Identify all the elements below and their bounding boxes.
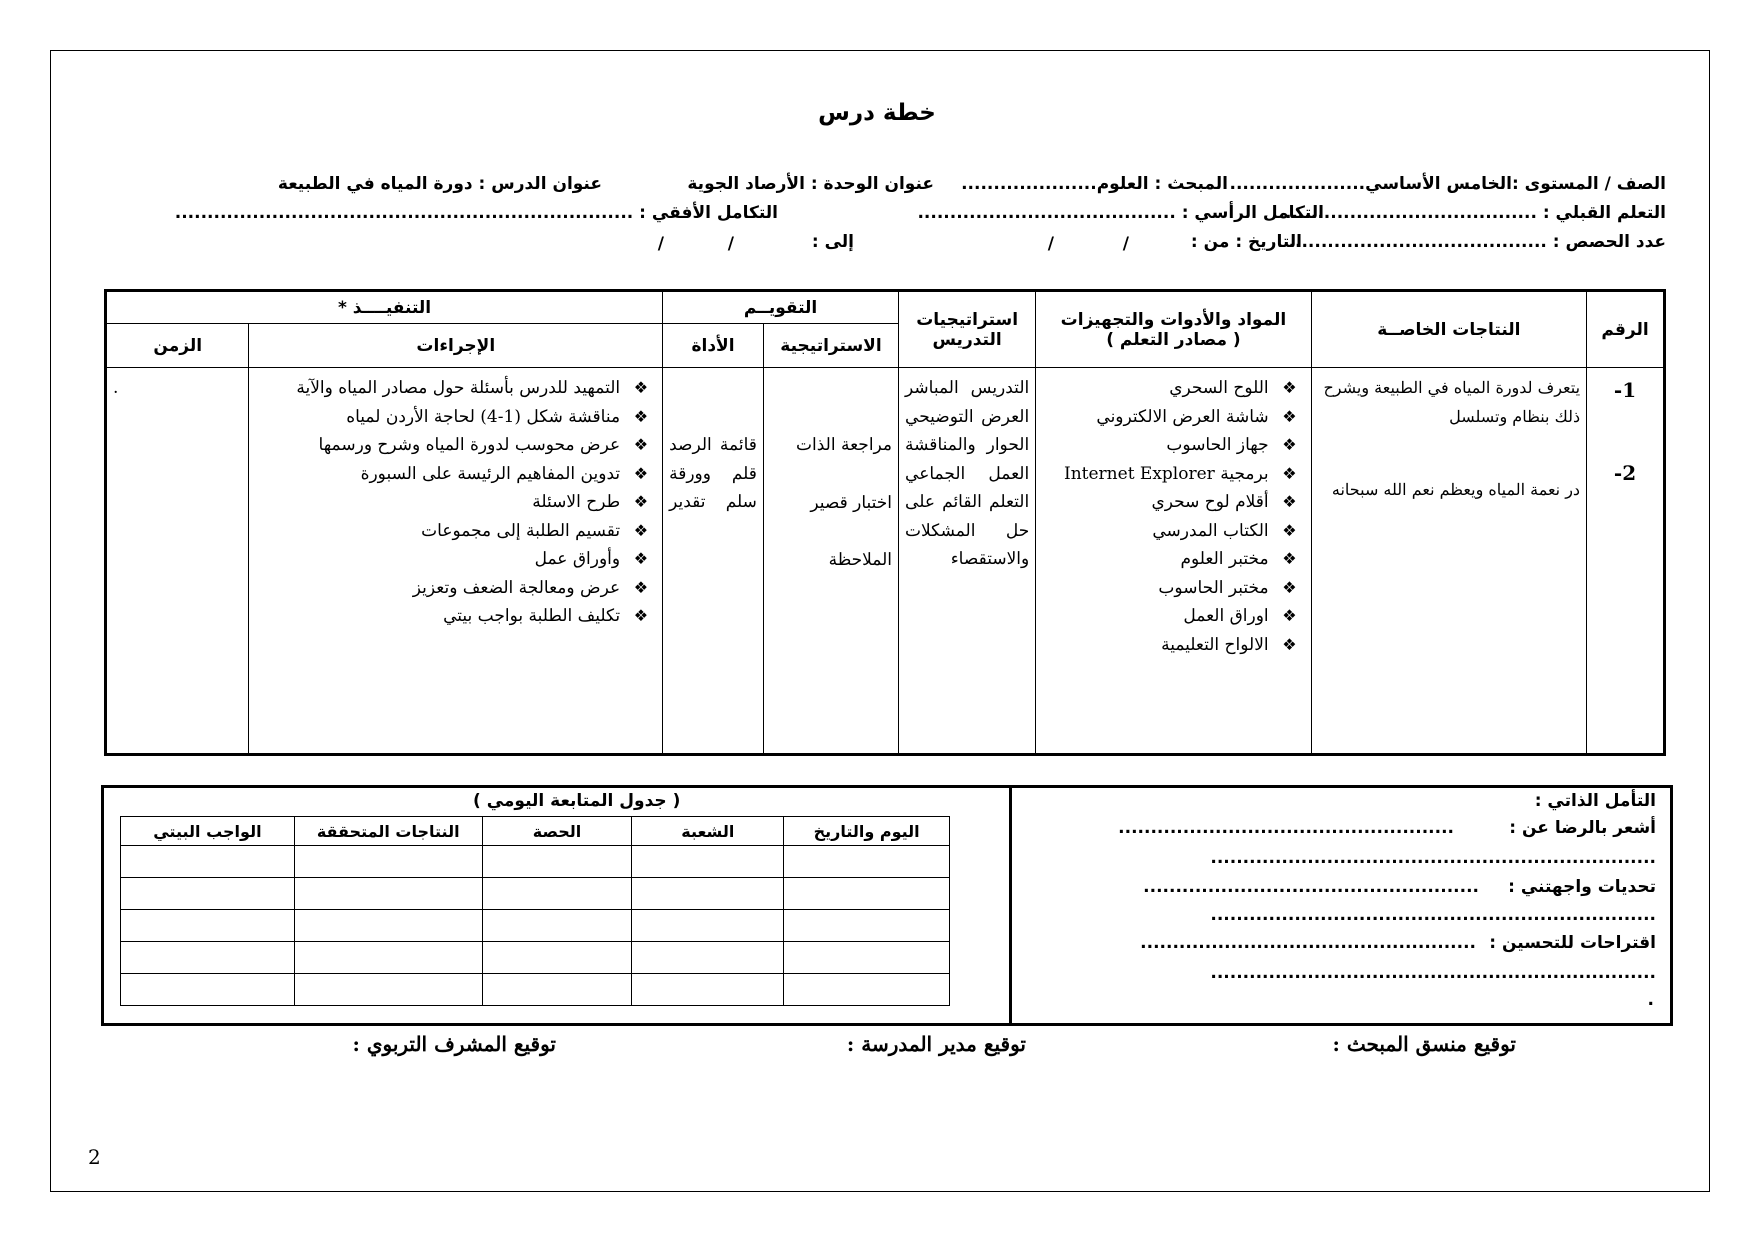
header-eval-strategy: الاستراتيجية (763, 324, 898, 368)
date-slash: / (1047, 234, 1054, 254)
principal-signature: توقيع مدير المدرسة : (846, 1032, 1026, 1056)
time-value: . (113, 378, 119, 398)
eval-strategy-cell (763, 368, 898, 755)
strategy-item: الحوار والمناقشة (905, 435, 1030, 455)
header-eval-tool: الأداة (663, 324, 764, 368)
eval-strategy-item: الملاحظة (828, 550, 893, 570)
procedure-item: ❖ طرح الاسئلة (255, 488, 648, 517)
table-cell (294, 910, 482, 942)
reflection-satisfied-label: أشعر بالرضا عن : (1509, 818, 1656, 838)
strategy-item: العمل الجماعي (905, 463, 1030, 484)
outcomes-cell (1311, 368, 1586, 755)
eval-strategy-item: مراجعة الذات (796, 435, 893, 455)
reflection-end-dot: . (1647, 990, 1654, 1010)
unit-title-field: عنوان الوحدة : الأرصاد الجوية (687, 174, 934, 194)
date-slash: / (727, 234, 734, 254)
material-item: ❖ الكتاب المدرسي (1042, 517, 1296, 546)
reflection-suggestions-dots: .................................................... (1140, 933, 1476, 953)
date-slash: / (1122, 234, 1129, 254)
horizontal-integration-field: التكامل الأفقي : ....................................................................... (174, 203, 778, 223)
reflection-title: التأمل الذاتي : (1534, 791, 1656, 811)
header-strategies (899, 291, 1036, 368)
procedure-item: ❖ عرض ومعالجة الضعف وتعزيز (255, 574, 648, 603)
table-cell (482, 974, 632, 1006)
table-cell (121, 974, 295, 1006)
table-cell (121, 878, 295, 910)
page-number: 2 (88, 1145, 101, 1169)
page-title: خطة درس (818, 100, 936, 126)
coordinator-signature: توقيع منسق المبحث : (1332, 1032, 1516, 1056)
reflection-dots-line: ..................................................................... (1210, 848, 1656, 868)
procedure-item: ❖ تدوين المفاهيم الرئيسة على السبورة (255, 460, 648, 489)
outcome-2: در نعمة المياه ويعظم نعم الله سبحانه (1331, 480, 1581, 499)
table-cell (482, 878, 632, 910)
table-cell (632, 974, 784, 1006)
table-row (121, 878, 950, 910)
header-evaluation: التقويــم (663, 291, 899, 324)
subject-field: المبحث : العلوم..................... (961, 174, 1228, 194)
table-cell (121, 910, 295, 942)
reflection-challenges-label: تحديات واجهتني : (1508, 877, 1656, 897)
strategy-item: التدريس المباشر (905, 378, 1030, 398)
table-cell (784, 974, 950, 1006)
material-item: ❖ اللوح السحري (1042, 374, 1296, 403)
num-2: -2 (1613, 460, 1637, 485)
follow-col-header: الحصة (482, 817, 632, 846)
table-cell (784, 846, 950, 878)
table-cell (784, 942, 950, 974)
reflection-dots-line: ..................................................................... (1210, 905, 1656, 925)
strategy-item: التعلم القائم على حل المشكلات والاستقصاء (905, 492, 1030, 569)
follow-up-title: ( جدول المتابعة اليومي ) (473, 791, 681, 811)
follow-up-table (120, 816, 950, 1006)
procedure-item: ❖ وأوراق عمل (255, 545, 648, 574)
reflection-challenges-dots: .................................................... (1143, 877, 1479, 897)
table-cell (294, 878, 482, 910)
header-num: الرقم (1587, 291, 1665, 368)
table-cell (632, 878, 784, 910)
header-materials-sub: ( مصادر التعلم ) (1106, 329, 1241, 350)
material-item: ❖ الالواح التعليمية (1042, 631, 1296, 660)
grade-field: الصف / المستوى :الخامس الأساسي..................... (1229, 174, 1666, 194)
materials-cell (1036, 368, 1311, 755)
material-item: ❖ مختبر العلوم (1042, 545, 1296, 574)
procedures-cell (249, 368, 663, 755)
procedure-item: ❖ التمهيد للدرس بأسئلة حول مصادر المياه والآية (255, 374, 648, 403)
reflection-dots-line: ..................................................................... (1210, 963, 1656, 983)
table-cell (482, 942, 632, 974)
header-materials (1036, 291, 1311, 368)
date-from-label: التاريخ : من : (1190, 232, 1302, 252)
header-outcomes: النتاجات الخاصــة (1311, 291, 1586, 368)
header-strategies-sub: التدريس (932, 329, 1002, 350)
header-procedures: الإجراءات (249, 324, 663, 368)
header-strategies-title: استراتيجيات (916, 309, 1019, 330)
header-execution: التنفيــــذ * (106, 291, 663, 324)
material-item: ❖ برمجية Internet Explorer (1042, 460, 1296, 489)
table-cell (294, 942, 482, 974)
table-cell (121, 942, 295, 974)
num-cell (1587, 368, 1665, 755)
follow-col-header: اليوم والتاريخ (784, 817, 950, 846)
table-cell (482, 846, 632, 878)
follow-col-header: الواجب البيتي (121, 817, 295, 846)
eval-tool-item: سلم تقدير (669, 492, 757, 512)
material-item: ❖ أقلام لوح سحري (1042, 488, 1296, 517)
table-row (121, 942, 950, 974)
material-item: ❖ جهاز الحاسوب (1042, 431, 1296, 460)
table-row (121, 846, 950, 878)
header-time: الزمن (106, 324, 249, 368)
procedure-item: ❖ عرض محوسب لدورة المياه وشرح ورسمها (255, 431, 648, 460)
eval-tool-item: قلم وورقة (669, 463, 757, 484)
table-cell (632, 846, 784, 878)
reflection-suggestions-label: اقتراحات للتحسين : (1489, 933, 1656, 953)
table-row (121, 974, 950, 1006)
strategies-cell (899, 368, 1036, 755)
material-item: ❖ مختبر الحاسوب (1042, 574, 1296, 603)
bottom-divider (1009, 788, 1012, 1023)
eval-strategy-item: اختبار قصير (810, 492, 893, 513)
vertical-integration-field: التكامل الرأسي : ........................................ (917, 203, 1324, 223)
supervisor-signature: توقيع المشرف التربوي : (352, 1032, 556, 1056)
date-slash: / (657, 234, 664, 254)
follow-col-header: النتاجات المتحققة (294, 817, 482, 846)
table-cell (482, 910, 632, 942)
eval-tool-item: قائمة الرصد (669, 435, 757, 455)
procedure-item: ❖ مناقشة شكل (1-4) لحاجة الأردن لمياه (255, 403, 648, 432)
table-cell (632, 942, 784, 974)
procedure-item: ❖ تكليف الطلبة بواجب بيتي (255, 602, 648, 631)
eval-tool-cell (663, 368, 764, 755)
table-cell (632, 910, 784, 942)
table-cell (784, 878, 950, 910)
date-to-label: إلى : (811, 232, 854, 252)
table-row (121, 910, 950, 942)
time-cell (106, 368, 249, 755)
material-item: ❖ شاشة العرض الالكتروني (1042, 403, 1296, 432)
table-cell (294, 846, 482, 878)
num-1: -1 (1613, 378, 1637, 402)
strategy-item: العرض التوضيحي (905, 406, 1030, 427)
lesson-plan-table (104, 289, 1666, 756)
lesson-title-field: عنوان الدرس : دورة المياه في الطبيعة (277, 174, 602, 194)
material-item: ❖ اوراق العمل (1042, 602, 1296, 631)
table-cell (121, 846, 295, 878)
reflection-satisfied-dots: .................................................... (1118, 818, 1454, 838)
table-cell (784, 910, 950, 942)
table-cell (294, 974, 482, 1006)
follow-col-header: الشعبة (632, 817, 784, 846)
procedure-item: ❖ تقسيم الطلبة إلى مجموعات (255, 517, 648, 546)
outcome-1: يتعرف لدورة المياه في الطبيعة ويشرح ذلك بنظام وتسلسل (1323, 378, 1581, 426)
periods-count-field: عدد الحصص : ........................................ (1288, 232, 1666, 252)
header-materials-title: المواد والأدوات والتجهيزات (1060, 309, 1287, 330)
prior-learning-field: التعلم القبلي : ........................................ (1278, 203, 1666, 223)
